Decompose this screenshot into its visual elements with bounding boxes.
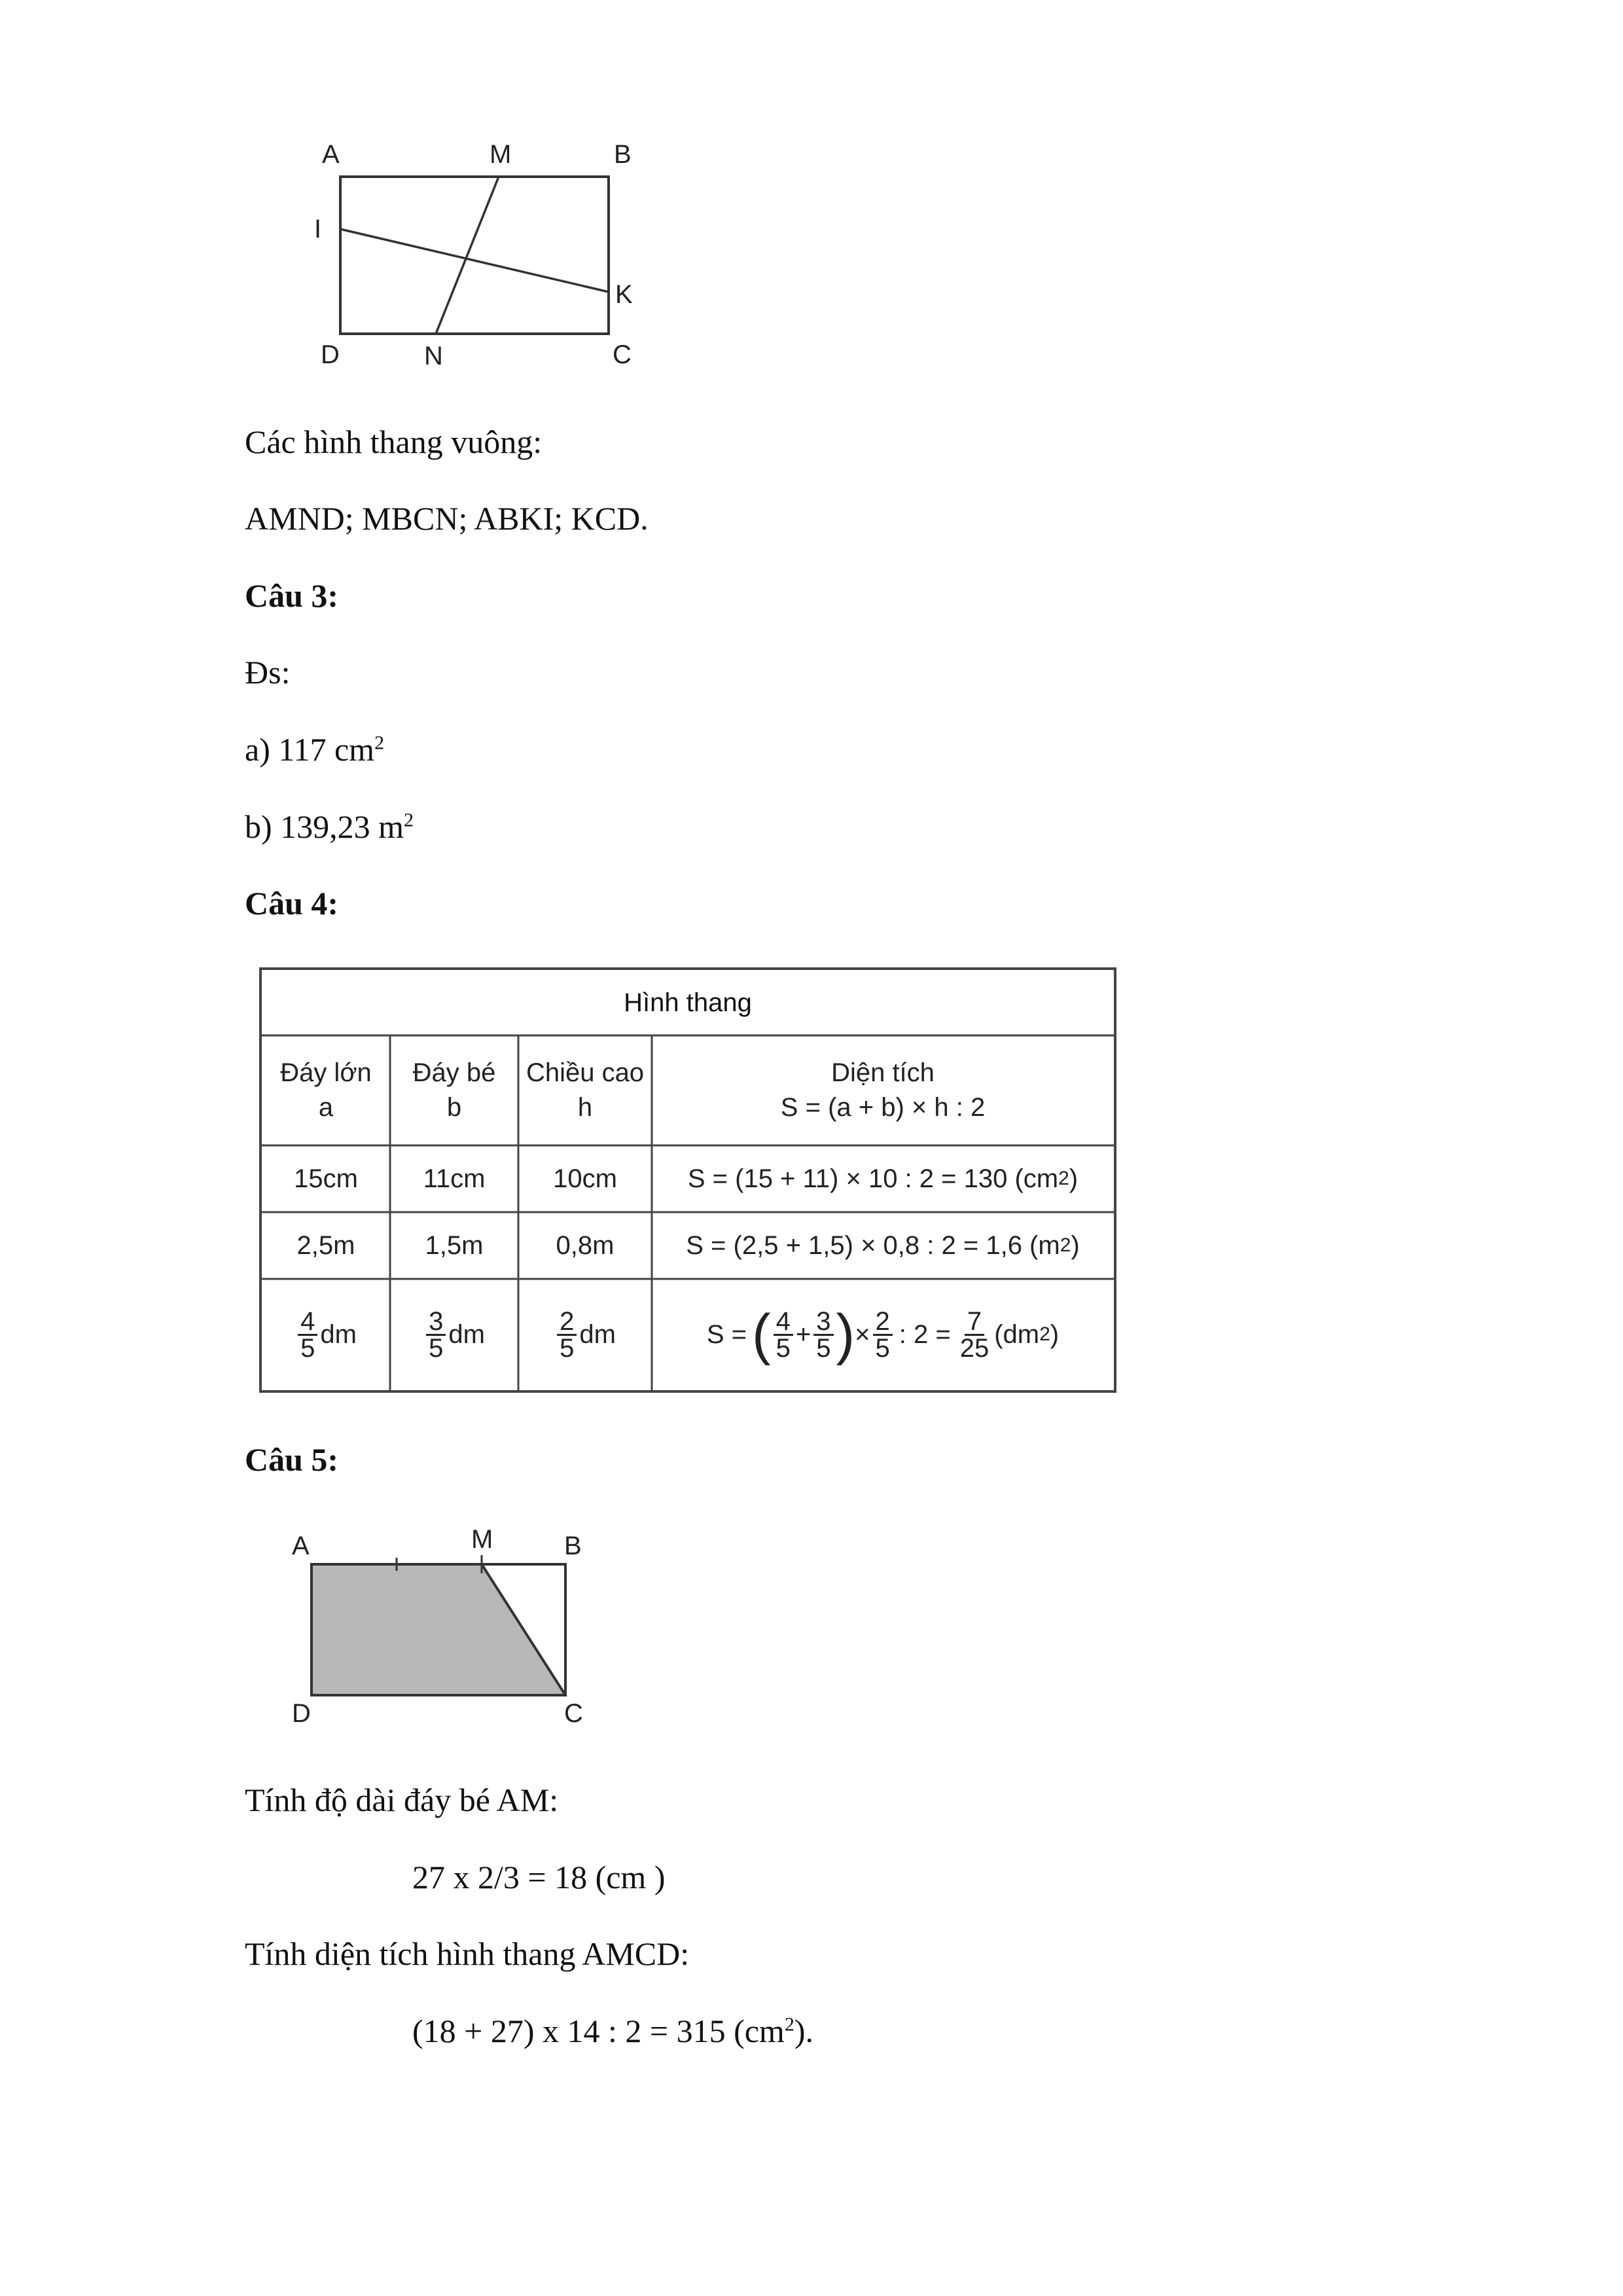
fraction-a-num: 4: [298, 1309, 317, 1336]
header-chieu-cao-line1: Chiều cao: [526, 1058, 645, 1087]
fraction-h: [557, 1306, 577, 1363]
paren-open: (: [752, 1303, 771, 1366]
figure-trapezoid-amcd: [281, 1518, 622, 1741]
question-3-heading: Câu 3:: [245, 577, 339, 614]
divide-two: : 2 =: [899, 1319, 951, 1349]
fraction-s3-den: 5: [875, 1333, 890, 1363]
fraction-h-num: 2: [557, 1309, 577, 1336]
heading-right-trapezoids: Các hình thang vuông:: [245, 423, 543, 460]
shaded-amcd: [312, 1564, 565, 1695]
header-day-lon: [262, 1035, 390, 1145]
label-a: A: [322, 140, 340, 169]
header-dien-tich-line1: Diện tích: [831, 1058, 935, 1087]
fraction-result: [957, 1306, 992, 1363]
fraction-b-num: 3: [426, 1309, 446, 1336]
answer-label: Đs:: [245, 654, 291, 691]
table-row-3-s: S = ( $\frac{4}{5}$ + $\frac{3}{5}$ ) × $\frac{2}{5}$ : 2 = $\frac{7}{25}$ (dm 2 ): [706, 1303, 1060, 1366]
answer-b-value: b) 139,23 m: [245, 808, 404, 845]
header-dien-tich: [652, 1035, 1114, 1145]
unit-h: dm: [579, 1319, 616, 1349]
compute-area-label: Tính diện tích hình thang AMCD:: [245, 1935, 690, 1972]
header-day-be-line1: Đáy bé: [412, 1058, 496, 1087]
header-day-lon-line2: a: [318, 1093, 334, 1122]
answer-a: [245, 730, 384, 769]
question-4-heading: Câu 4:: [245, 885, 339, 922]
table-row-3-h: [518, 1279, 652, 1390]
label-c2: C: [564, 1699, 583, 1728]
fraction-a-den: 5: [300, 1333, 315, 1363]
fraction-s1: [774, 1306, 793, 1363]
figure-rectangle-abcd: [308, 131, 661, 393]
label-k: K: [615, 280, 633, 309]
label-b2: B: [564, 1532, 582, 1560]
label-n: N: [424, 342, 443, 370]
label-b: B: [614, 140, 632, 169]
label-a2: A: [292, 1532, 310, 1560]
label-d2: D: [292, 1699, 311, 1728]
table-row-2-h: 0,8m: [556, 1230, 615, 1260]
fraction-result-num: 7: [965, 1309, 984, 1336]
row-1-area-end: ): [1069, 1164, 1079, 1193]
fraction-h-den: 5: [560, 1333, 575, 1363]
calc-area-value: (18 + 27) x 14 : 2 = 315 (cm: [412, 2013, 785, 2049]
trapezoid-table: [259, 967, 1116, 1393]
fraction-s2-num: 3: [813, 1309, 833, 1336]
label-i: I: [314, 215, 322, 243]
line-mn: [436, 177, 499, 334]
unit-b: dm: [448, 1319, 485, 1349]
table-row-1-s: S = (15 + 11) × 10 : 2 = 130 (cm 2 ): [687, 1164, 1079, 1193]
times-sign: ×: [855, 1319, 870, 1349]
compute-small-base-label: Tính độ dài đáy bé AM:: [245, 1782, 559, 1818]
fraction-result-den: 25: [959, 1333, 990, 1363]
label-m: M: [490, 140, 512, 169]
row-2-area-end: ): [1071, 1230, 1080, 1260]
table-row-2-a: 2,5m: [296, 1230, 355, 1260]
plus-sign: +: [795, 1319, 812, 1349]
label-c: C: [613, 340, 632, 369]
row-1-area-formula: S = (15 + 11) × 10 : 2 = 130 (cm: [687, 1164, 1059, 1193]
table-row-3-a: [262, 1279, 390, 1390]
fraction-s2: [813, 1306, 833, 1363]
table-row-2-b: 1,5m: [425, 1230, 484, 1260]
table-title: Hình thang: [624, 988, 752, 1017]
table-row-1-h: 10cm: [553, 1164, 617, 1193]
calc-area-end: ).: [794, 2013, 813, 2049]
paren-close: ): [836, 1303, 855, 1366]
fraction-b-den: 5: [429, 1333, 444, 1363]
label-m2: M: [471, 1525, 493, 1554]
header-day-be: [390, 1035, 518, 1145]
answer-a-value: a) 117 cm: [245, 731, 375, 768]
question-5-heading: Câu 5:: [245, 1441, 339, 1478]
fraction-s1-den: 5: [776, 1333, 791, 1363]
calc-area-sup: 2: [784, 2013, 794, 2036]
area-prefix: S =: [706, 1319, 747, 1349]
answer-b-sup: 2: [404, 809, 414, 831]
fraction-b: [426, 1306, 446, 1363]
header-chieu-cao-line2: h: [577, 1093, 593, 1122]
header-chieu-cao: [518, 1035, 652, 1145]
answer-b: [245, 807, 414, 846]
fraction-a: [298, 1306, 317, 1363]
area-unit: (dm: [994, 1319, 1040, 1349]
table-row-2-s: S = (2,5 + 1,5) × 0,8 : 2 = 1,6 (m 2 ): [686, 1230, 1080, 1260]
header-day-be-line2: b: [446, 1093, 462, 1122]
rect-abcd: [340, 177, 609, 334]
header-dien-tich-formula: S = (a + b) × h : 2: [780, 1093, 986, 1122]
unit-a: dm: [320, 1319, 357, 1349]
fraction-s3: [873, 1306, 893, 1363]
figure1-svg: [308, 131, 661, 393]
calc-small-base: 27 x 2/3 = 18 (cm ): [412, 1859, 666, 1895]
fraction-s3-num: 2: [873, 1309, 893, 1336]
table-row-3-b: [390, 1279, 518, 1390]
answer-question-2: AMND; MBCN; ABKI; KCD.: [245, 500, 649, 537]
fraction-s2-den: 5: [816, 1333, 831, 1363]
table-row-1-a: 15cm: [294, 1164, 358, 1193]
header-day-lon-line1: Đáy lớn: [280, 1058, 372, 1087]
calc-area: [412, 2011, 813, 2051]
row-2-area-formula: S = (2,5 + 1,5) × 0,8 : 2 = 1,6 (m: [686, 1230, 1060, 1260]
area-unit-end: ): [1050, 1319, 1060, 1349]
answer-a-sup: 2: [374, 732, 385, 754]
table-row-1-b: 11cm: [423, 1164, 486, 1193]
fraction-s1-num: 4: [774, 1309, 793, 1336]
label-d: D: [321, 340, 340, 369]
